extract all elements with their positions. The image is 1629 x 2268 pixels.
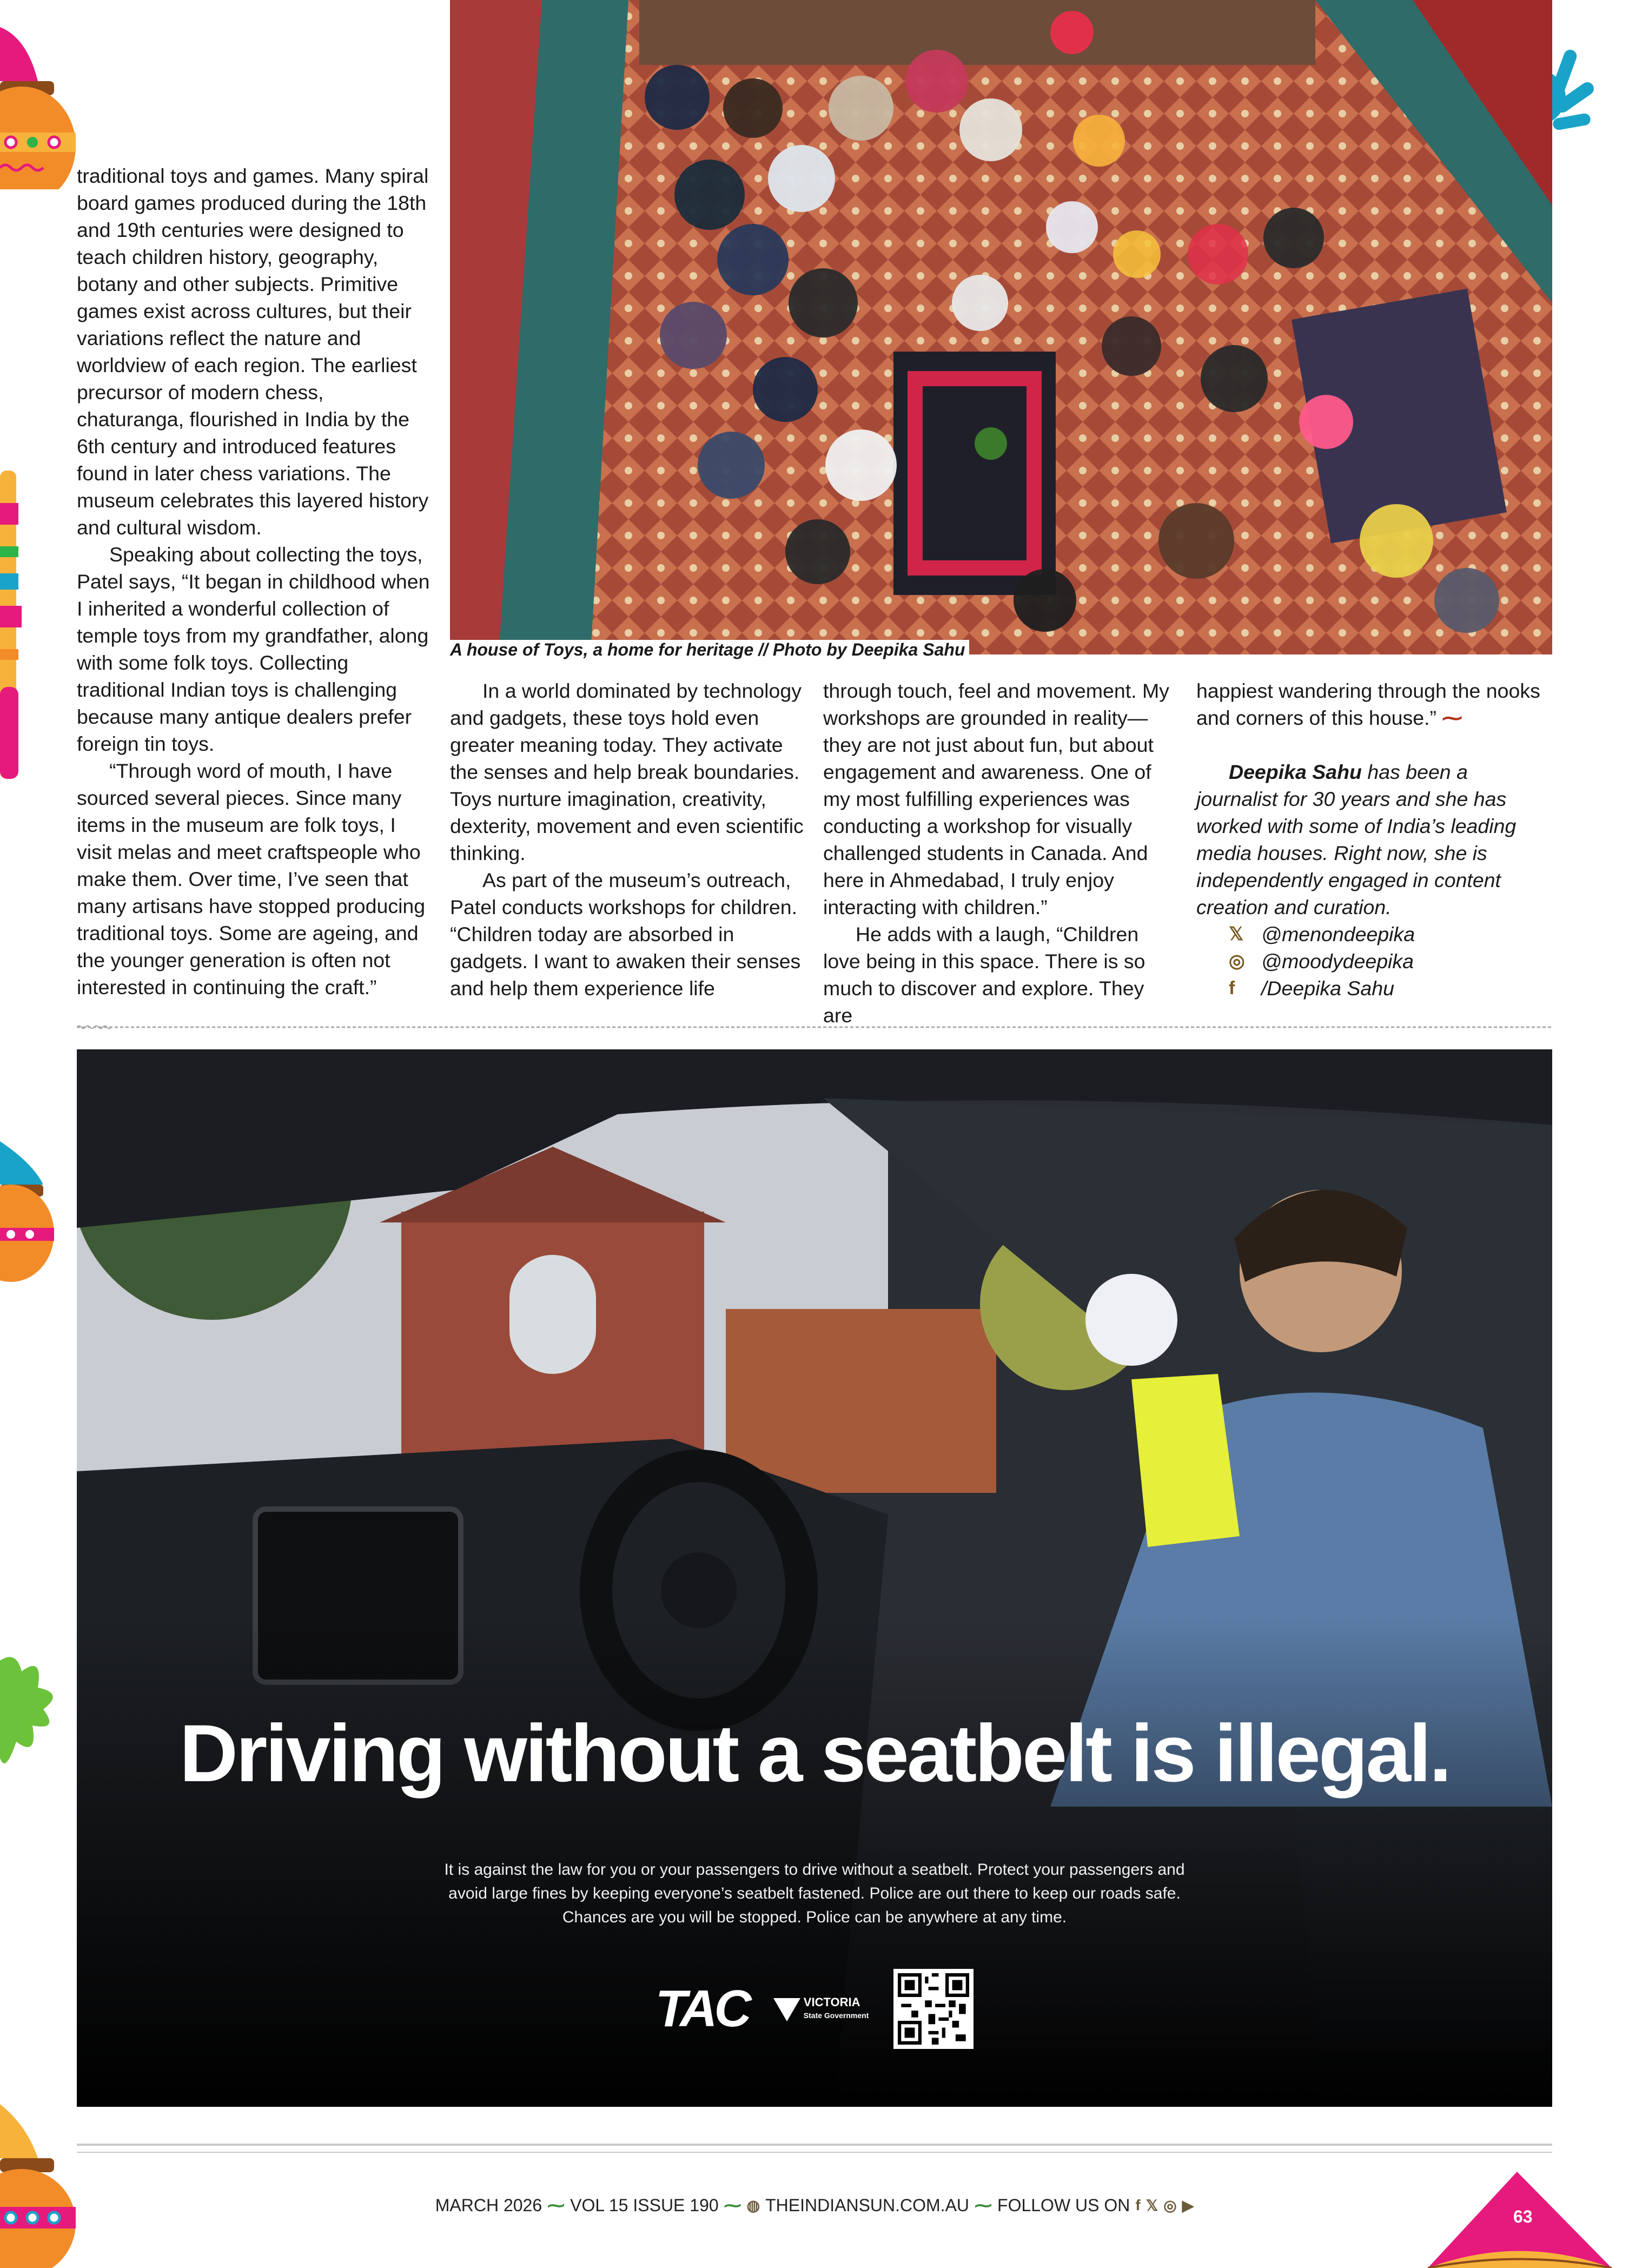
instagram-icon: ◎ xyxy=(1229,951,1245,971)
article-paragraph: traditional toys and games. Many spiral board games produced during the 18th and 19th centuries were designed to teach children history, geography, botany and other subjects. Primitive games exist across cultures, but their variations reflect the nature and worldview of each region. The earliest precursor of modern chess, chaturanga, flourished in India by the 6th century and introduced features found in later chess variations. The museum celebrates this layered history and cultural wisdom. xyxy=(77,164,429,539)
ad-body-line: avoid large fines by keeping everyone’s seatbelt fastened. Police are out there to keep our roads safe. xyxy=(448,1885,1181,1902)
qr-code[interactable] xyxy=(893,1969,974,2049)
victoria-logo-text xyxy=(804,1996,869,2021)
social-instagram[interactable] xyxy=(1196,948,1553,975)
globe-icon: ◍ xyxy=(746,2197,760,2214)
ad-body-line: Chances are you will be stopped. Police can be anywhere at any time. xyxy=(562,1908,1067,1926)
x-icon: 𝕏 xyxy=(1229,924,1244,944)
article-paragraph: through touch, feel and movement. My workshops are grounded in reality—they are not just about fun, but about engagement and awareness. One of my most fulfilling experiences was conducting a workshop for visually challenged students in Canada. And here in Ahmedabad, I truly enjoy interacting with children.” xyxy=(823,679,1169,918)
article-photo-house-of-toys xyxy=(450,0,1552,654)
photo-caption: A house of Toys, a home for heritage // Photo by Deepika Sahu xyxy=(450,640,969,660)
article-column-1 xyxy=(77,162,431,1001)
qr-code-icon xyxy=(898,1973,969,2045)
instagram-icon[interactable]: ◎ xyxy=(1163,2197,1177,2214)
x-icon[interactable]: 𝕏 xyxy=(1145,2197,1158,2214)
pot-decoration-top xyxy=(0,22,76,189)
pot-decoration-middle xyxy=(0,1141,54,1282)
author-bio xyxy=(1196,758,1553,921)
ad-logos xyxy=(77,1969,1552,2049)
article-paragraph: He adds with a laugh, “Children love being in this space. There is so much to discover and explore. They are xyxy=(823,923,1145,1027)
victoria-triangle-icon xyxy=(773,1995,800,2022)
separator-icon: ⁓ xyxy=(724,2196,741,2215)
article-paragraph: “Through word of mouth, I have sourced several pieces. Since many items in the museum are folk toys, I visit melas and meet craftspeople who make them. Over time, I’ve seen that many artisans have stopped producing traditional toys. Some are ageing, and the younger generation is often not interested in continuing the craft.” xyxy=(77,759,426,999)
article-paragraph: As part of the museum’s outreach, Patel conducts workshops for children. “Children today are absorbed in gadgets. I want to awaken their senses and help them experience life xyxy=(450,869,801,1000)
author-bio-text: has been a journalist for 30 years and she has worked with some of India’s leading media houses. Right now, she is independently engaged in content creation and curation. xyxy=(1196,761,1517,918)
footer-follow-label: FOLLOW US ON xyxy=(997,2195,1130,2215)
youtube-icon[interactable]: ▶ xyxy=(1182,2197,1194,2214)
social-handle: @moodydeepika xyxy=(1261,950,1414,973)
article-paragraph: In a world dominated by technology and gadgets, these toys hold even greater meaning today. They activate the senses and help break boundaries. Toys nurture imagination, creativity, dexterity, movement and even scientific thinking. xyxy=(450,679,804,864)
separator-icon: ⁓ xyxy=(975,2196,992,2215)
pot-decoration-bottom xyxy=(0,2104,76,2268)
ad-headline: Driving without a seatbelt is illegal. xyxy=(179,1708,1450,1798)
footer-date: MARCH 2026 xyxy=(435,2195,542,2215)
footer-rule xyxy=(77,2144,1552,2146)
article-paragraph: Speaking about collecting the toys, Patel says, “It began in childhood when I inherited a wonderful collection of temple toys from my grandfather, along with some folk toys. Collecting traditional Indian toys is challenging because many antique dealers prefer foreign tin toys. xyxy=(77,543,430,755)
article-column-4 xyxy=(1196,677,1553,1002)
footer-website[interactable]: THEINDIANSUN.COM.AU xyxy=(765,2195,970,2215)
author-name: Deepika Sahu xyxy=(1229,761,1362,783)
social-facebook[interactable] xyxy=(1196,975,1553,1002)
victoria-sublabel: State Government xyxy=(803,2011,869,2020)
ad-car-photo xyxy=(77,1049,1552,2107)
victoria-government-logo xyxy=(773,1995,869,2022)
seatbelt-advertisement[interactable] xyxy=(77,1049,1552,2107)
wavy-divider xyxy=(77,1024,1552,1030)
ad-body-text xyxy=(77,1858,1552,1929)
tac-logo: TAC xyxy=(655,1980,749,2038)
facebook-icon: f xyxy=(1229,978,1235,999)
separator-icon: ⁓ xyxy=(547,2196,565,2215)
end-mark-icon: ⁓ xyxy=(1442,706,1462,729)
page-number: 63 xyxy=(1513,2207,1533,2226)
article-column-3 xyxy=(823,677,1177,1029)
toy-decoration-left xyxy=(0,471,27,779)
article-column-2 xyxy=(450,677,804,1002)
footer-issue: VOL 15 ISSUE 190 xyxy=(570,2195,719,2215)
victoria-label: VICTORIA xyxy=(803,1995,860,2009)
social-handle: /Deepika Sahu xyxy=(1261,977,1395,1000)
footer-rule xyxy=(77,2152,1552,2153)
facebook-icon[interactable]: f xyxy=(1135,2197,1141,2213)
ad-body-line: It is against the law for you or your passengers to drive without a seatbelt. Protect your passengers and xyxy=(444,1861,1185,1879)
paint-splash-green xyxy=(0,1639,65,1774)
article-closing-text: happiest wandering through the nooks and corners of this house.” xyxy=(1196,679,1540,729)
article-paragraph xyxy=(1196,677,1553,731)
social-handle: @menondeepika xyxy=(1261,923,1415,945)
social-x[interactable] xyxy=(1196,921,1553,948)
footer xyxy=(0,2195,1629,2216)
